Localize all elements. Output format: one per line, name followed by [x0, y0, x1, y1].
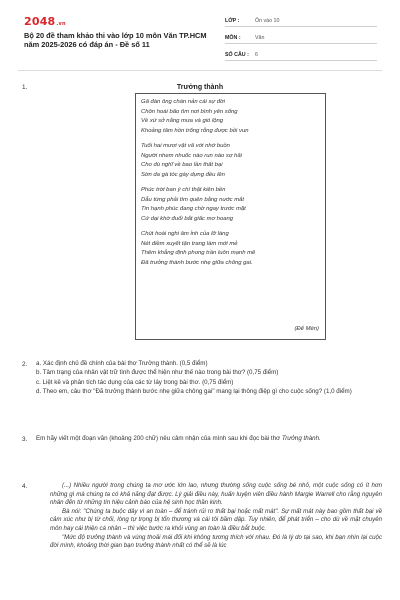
question-number-3: 3. — [22, 436, 28, 443]
poem-line: Khoảng tâm hồn trống rỗng được bồi vun — [141, 127, 249, 134]
poem-line: Về xứ sở nắng mưa và gió lộng — [141, 118, 224, 124]
question-2-item-b: b. Tâm trạng của nhân vật trữ tình được thể hiện như thế nào trong bài thơ? (0,75 điểm) — [36, 369, 279, 377]
meta-row-class — [225, 14, 377, 27]
question-3-text — [36, 434, 382, 443]
document-title: Bộ 20 đề tham khảo thi vào lớp 10 môn Văn TP.HCM năm 2025-2026 có đáp án - Đề số 11 — [24, 31, 207, 50]
question-number-2: 2. — [22, 361, 28, 368]
poem-stanza — [141, 98, 320, 136]
poem-stanza — [141, 230, 320, 268]
poem-line: Chút hoài nghi âm ỉnh của lỡ làng — [141, 231, 229, 238]
meta-label: LỚP : — [225, 17, 240, 24]
poem-author: (Đế Mèn) — [294, 326, 319, 332]
question-2-item-a: a. Xác định chủ đề chính của bài thơ Trưởng thành. (0,5 điểm) — [36, 360, 208, 367]
question-3-body: Em hãy viết một đoạn văn (khoảng 200 chữ) nêu cảm nhận của mình sau khi đọc bài thơ — [36, 435, 281, 442]
poem-title: Trưởng thành — [176, 84, 224, 91]
passage-paragraph: Bà nói: "Chúng ta buộc dây vì an toàn – để tránh rủi ro thất bại hoặc mất mát". Sự mất mát này bao gồm thất bại về cảm xúc như bị từ chối, lòng tự trọng bị tổn thương và cái tôi bầm dập. Tuy nhiên, để phát triển – cho dù về mặt chuyên môn hay cái thiện cá nhân – thì việc bước ra khỏi vùng an toàn là điều bắt buộc. — [50, 507, 382, 532]
poem-stanza — [141, 186, 320, 224]
poem-line: Cho dù nghĩ về bao lần thất bại — [141, 162, 223, 169]
question-number-1: 1. — [22, 84, 28, 91]
question-number-4: 4. — [22, 483, 28, 490]
poem-line: Thêm khẳng định phong trần luôn mạnh mẽ — [141, 250, 256, 257]
poem-stanza — [141, 142, 320, 180]
site-logo[interactable]: 2048.vn — [24, 15, 66, 28]
poem-line: Tin hạnh phúc đang chờ ngay trước mặt — [141, 206, 246, 213]
question-2-item-d: d. Theo em, câu thơ "Đã trưởng thành bước nhẹ giữa chông gai" mang lại thông điệp gì cho cuộc sống? (1,0 điểm) — [36, 388, 352, 396]
poem-box — [135, 93, 326, 340]
poem-line: Chôn hoài bão tìm nơi bình yên sống — [141, 108, 238, 115]
poem-line: Cứ dại khờ đuổi bắt giấc mơ hoang — [141, 215, 234, 222]
meta-value: 6 — [255, 51, 258, 58]
poem-line: Gã đàn ông chán nản cái sự đời — [141, 99, 225, 105]
poem-line: Đã trưởng thành bước nhẹ giữa chông gai. — [141, 259, 253, 266]
meta-value: Ôn vào 10 — [255, 17, 280, 24]
question-4-passage — [50, 482, 382, 551]
poem-line: Tuổi hai mươi vật vã với nhớ buồn — [141, 143, 230, 150]
meta-row-subject — [225, 31, 377, 44]
meta-label: MÔN : — [225, 34, 241, 41]
poem-line: Sờn da gà tóc gáy dựng đều lên — [141, 171, 225, 178]
passage-paragraph: (...) Nhiều người trong chúng ta mơ ước lớn lao, nhưng thường sống cuộc sống bé nhỏ, một cuộc sống có ít hơn những gì mà chúng ta có khả năng đạt được. Lý giải điều này, huấn luyện viên điều hành Margie Warrell cho rằng nguyên nhân đến từ những tín hiệu cảnh báo của hệ sinh học thần kinh. — [50, 482, 382, 507]
poem-line: Nét điềm xuyết tận trang làm mới mẻ — [141, 240, 238, 247]
page-header — [0, 0, 400, 70]
question-2-item-c: c. Liệt kê và phân tích tác dụng của các từ láy trong bài thơ. (0,75 điểm) — [36, 378, 234, 386]
meta-value: Văn — [255, 34, 265, 41]
question-3-poem-name: Trưởng thành. — [281, 435, 321, 442]
poem-line: Phúc trời ban ý chí thật kiên bền — [141, 187, 226, 194]
question-2-text — [36, 359, 382, 397]
document-meta — [225, 14, 377, 65]
header-divider — [18, 70, 382, 71]
meta-label: SỐ CÂU : — [225, 51, 249, 58]
poem-line: Dẫu từng phải tìm quên bằng nước mắt — [141, 196, 245, 203]
meta-row-question-count — [225, 48, 377, 61]
poem-line: Người nhem nhuốc nào run nào sợ hãi — [141, 152, 242, 159]
passage-paragraph: "Mức độ trưởng thành và vùng thoải mái đối khi không tương thích với nhau. Đó là lý do tại sao, khi bạn nhìn lại cuộc đời mình, khoảng thời gian bạn trưởng thành nhất có thể sẽ là lúc — [50, 533, 382, 550]
